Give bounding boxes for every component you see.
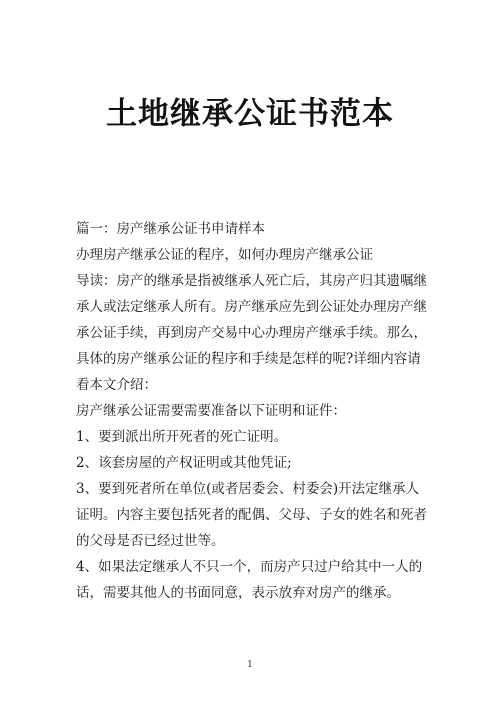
paragraph: 具体的房产继承公证的程序和手续是怎样的呢?详细内容请看本文介绍： — [76, 351, 421, 393]
paragraph: 导读：房产的继承是指被继承人死亡后，其房产归其遗嘱继承人或法定继承人所有。房产继承应先到公证处办理房产继承公证手续，再到房产交易中心办理房产继承手续。那么， — [76, 273, 427, 341]
list-item: 2、该套房屋的产权证明或其他凭证; — [76, 455, 292, 471]
section-heading: 篇一：房产继承公证书申请样本 — [76, 221, 265, 237]
document-title: 土地继承公证书范本 — [106, 96, 394, 132]
paragraph: 房产继承公证需要需要准备以下证明和证件： — [76, 403, 346, 419]
list-item: 4、如果法定继承人不只一个，而房产只过户给其中一人的话，需要其他人的书面同意，表示放弃对房产的继承。 — [76, 559, 423, 601]
document-body — [76, 216, 428, 606]
page-number: 1 — [247, 660, 253, 670]
list-item: 1、要到派出所开死者的死亡证明。 — [76, 429, 288, 445]
list-item: 3、要到死者所在单位(或者居委会、村委会)开法定继承人证明。内容主要包括死者的配偶、父母、子女的姓名和死者的父母是否已经过世等。 — [76, 481, 427, 549]
paragraph: 办理房产继承公证的程序，如何办理房产继承公证 — [76, 247, 373, 263]
